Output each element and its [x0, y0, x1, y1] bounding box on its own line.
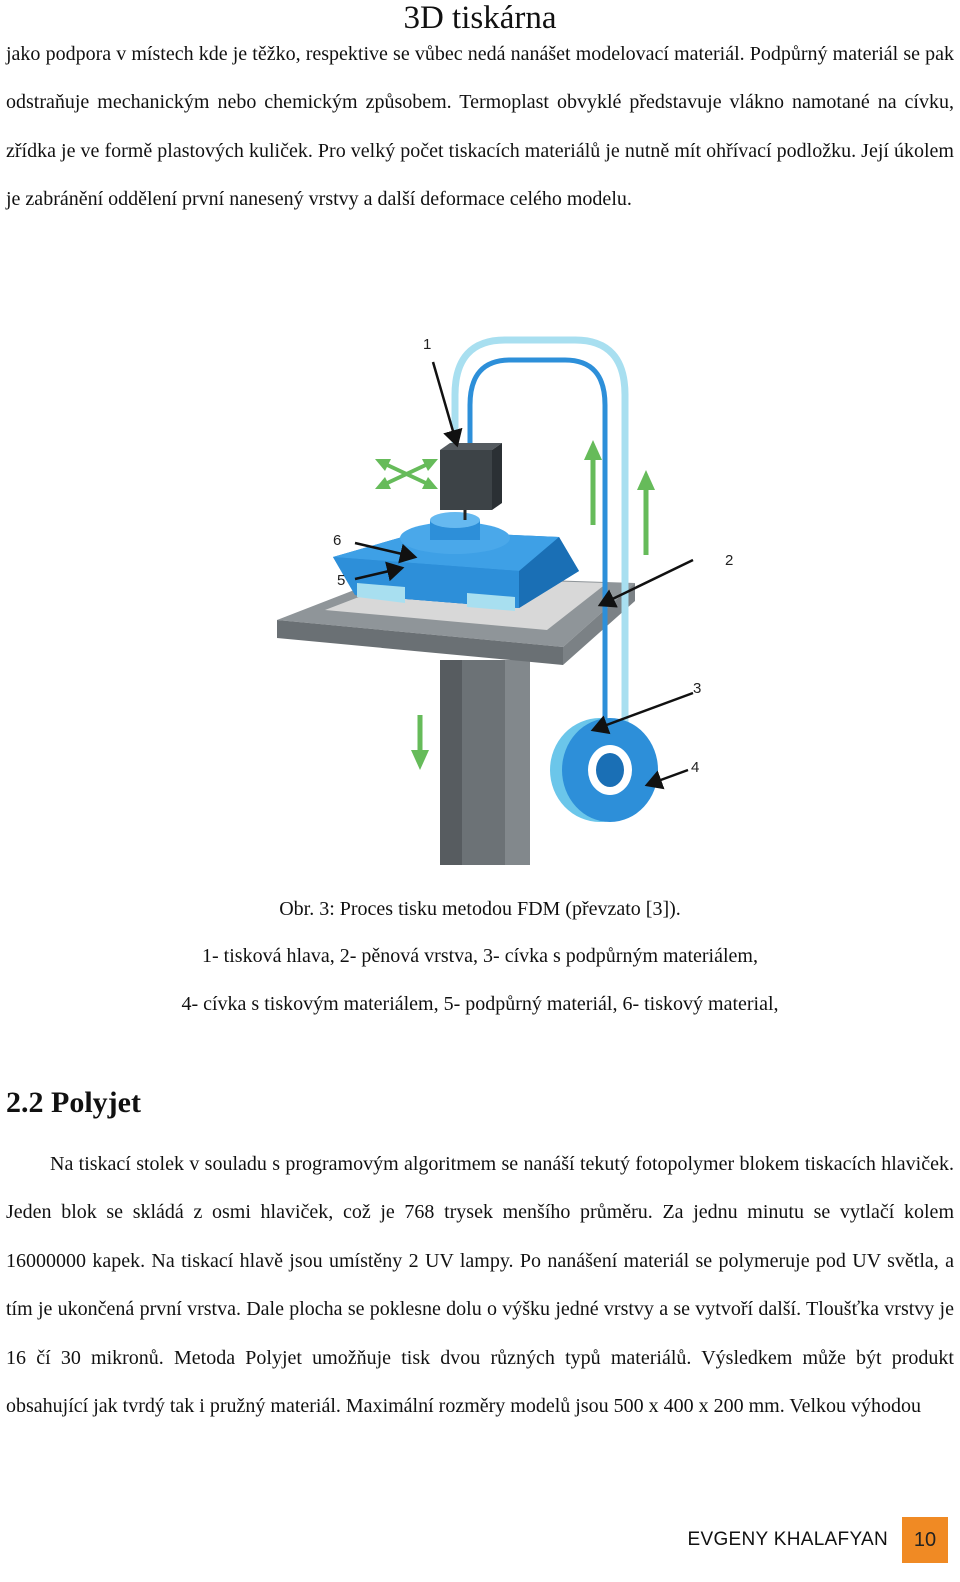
page-header-title: 3D tiskárna: [403, 0, 557, 36]
page-footer: [688, 1517, 949, 1563]
figure-caption-legend-line-1: 1- tisková hlava, 2- pěnová vrstva, 3- cívka s podpůrným materiálem,: [202, 945, 758, 967]
figure-caption-title: Obr. 3: Proces tisku metodou FDM (převzato [3]).: [279, 898, 681, 920]
figure-label-6: 6: [333, 532, 342, 549]
figure-label-5: 5: [337, 572, 346, 589]
body-paragraph-2: Na tiskací stolek v souladu s programovým algoritmem se nanáší tekutý fotopolymer blokem tiskacích hlaviček. Jeden blok se skládá z osmi hlaviček, což je 768 trysek menšího průměru. Za jednu minutu se vytlačí kolem 16000000 kapek. Na tiskací hlavě jsou umístěny 2 UV lampy. Po nanášení materiál se polymeruje pod UV světla, a tím je ukončená první vrstva. Dale plocha se poklesne dolu o výšku jedné vrstvy a se vytvoří další. Tloušťka vrstvy je 16 čí 30 mikronů. Metoda Polyjet umožňuje tisk dvou různých typů materiálů. Výsledkem může být produkt obsahující jak tvrdý tak i pružný materiál. Maximální rozměry modelů jsou 500 x 400 x 200 mm. Velkou výhodou: [6, 1153, 954, 1418]
section-heading: 2.2 Polyjet: [6, 1086, 141, 1119]
body-paragraph-1: jako podpora v místech kde je těžko, respektive se vůbec nedá nanášet modelovací materiál. Podpůrný materiál se pak odstraňuje mechanickým nebo chemickým způsobem. Termoplast obvyklé představuje vlákno namotané na cívku, zřídka je ve formě plastových kuliček. Pro velký počet tiskacích materiálů je nutně mít ohřívací podložku. Její úkolem je zabránění oddělení první nanesený vrstvy a další deformace celého modelu.: [6, 43, 954, 211]
figure-caption-legend-line-2: 4- cívka s tiskovým materiálem, 5- podpůrný materiál, 6- tiskový material,: [181, 993, 779, 1015]
fdm-printer-figure: [215, 325, 775, 870]
print-head: [440, 450, 492, 510]
figure-label-1: 1: [423, 336, 432, 353]
figure-label-4: 4: [691, 759, 700, 776]
footer-author: EVGENY KHALAFYAN: [687, 1529, 888, 1550]
page-number: 10: [902, 1517, 948, 1563]
figure-label-3: 3: [693, 680, 702, 697]
figure-label-2: 2: [725, 552, 734, 569]
